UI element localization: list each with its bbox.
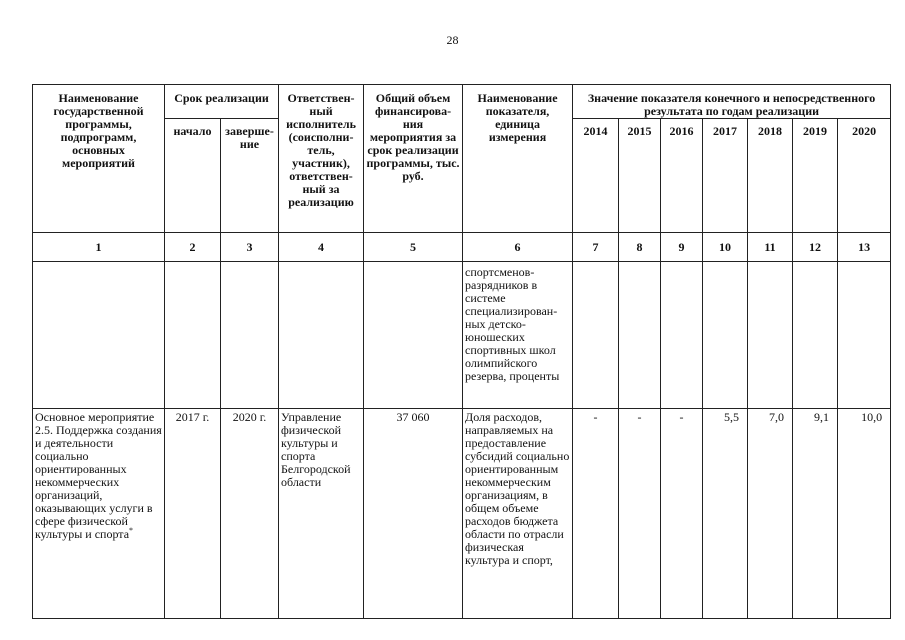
page-number: 28 [446, 33, 459, 47]
column-number: 9 [661, 233, 703, 262]
column-number: 8 [619, 233, 661, 262]
header-year: 2017 [703, 119, 748, 233]
column-number: 12 [793, 233, 838, 262]
header-year: 2014 [573, 119, 619, 233]
table-row [33, 409, 891, 619]
table-cell [793, 262, 838, 409]
table-cell [838, 262, 891, 409]
funding-amount: 37 060 [364, 409, 463, 619]
value-2015: - [619, 409, 661, 619]
column-number: 4 [279, 233, 364, 262]
column-number: 7 [573, 233, 619, 262]
table-cell [703, 262, 748, 409]
value-2016: - [661, 409, 703, 619]
value-2017: 5,5 [703, 409, 748, 619]
header-executor: Ответствен-ный исполнитель (соисполни-тель, участник), ответствен-ный за реализацию [279, 85, 364, 233]
table-cell [33, 262, 165, 409]
table-cell [619, 262, 661, 409]
column-number: 3 [221, 233, 279, 262]
program-name-cell [33, 409, 165, 619]
executor: Управление физической культуры и спорта Белгородской области [279, 409, 364, 619]
column-number: 13 [838, 233, 891, 262]
column-number: 5 [364, 233, 463, 262]
header-year: 2016 [661, 119, 703, 233]
table-cell [748, 262, 793, 409]
indicator-name: Доля расходов, направляемых на предоставление субсидий социально ориентированным некоммерческим организациям, в общем объеме расходов бюджета области по отрасли физическая культура и спорт, [463, 409, 573, 619]
header-values-by-year: Значение показателя конечного и непосредственного результата по годам реализации [573, 85, 891, 119]
header-year: 2019 [793, 119, 838, 233]
header-program-name: Наименование государственной программы, подпрограмм, основных мероприятий [33, 85, 165, 233]
header-year: 2018 [748, 119, 793, 233]
table-cell [364, 262, 463, 409]
program-table [32, 84, 891, 619]
footnote-mark: * [129, 526, 134, 535]
table-cell [573, 262, 619, 409]
header-start: начало [165, 119, 221, 233]
end-year: 2020 г. [221, 409, 279, 619]
value-2019: 9,1 [793, 409, 838, 619]
value-2014: - [573, 409, 619, 619]
program-name: Основное мероприятие 2.5. Поддержка создания и деятельности социально ориентированных некоммерческих организаций, оказывающих услуги в сфере физической культуры и спорта [35, 410, 162, 541]
value-2018: 7,0 [748, 409, 793, 619]
column-number: 11 [748, 233, 793, 262]
header-funding: Общий объем финансирова-ния мероприятия за срок реализации программы, тыс. руб. [364, 85, 463, 233]
header-indicator: Наименование показателя, единица измерения [463, 85, 573, 233]
indicator-continuation: спортсменов-разрядников в системе специализирован-ных детско-юношеских спортивных школ олимпийского резерва, проценты [463, 262, 573, 409]
header-year: 2020 [838, 119, 891, 233]
value-2020: 10,0 [838, 409, 891, 619]
start-year: 2017 г. [165, 409, 221, 619]
column-number: 1 [33, 233, 165, 262]
table-cell [661, 262, 703, 409]
header-period: Срок реализации [165, 85, 279, 119]
table-row-continuation [33, 262, 891, 409]
column-number: 10 [703, 233, 748, 262]
table-cell [279, 262, 364, 409]
column-number: 2 [165, 233, 221, 262]
column-number: 6 [463, 233, 573, 262]
header-year: 2015 [619, 119, 661, 233]
table-cell [221, 262, 279, 409]
header-end: заверше-ние [221, 119, 279, 233]
table-cell [165, 262, 221, 409]
